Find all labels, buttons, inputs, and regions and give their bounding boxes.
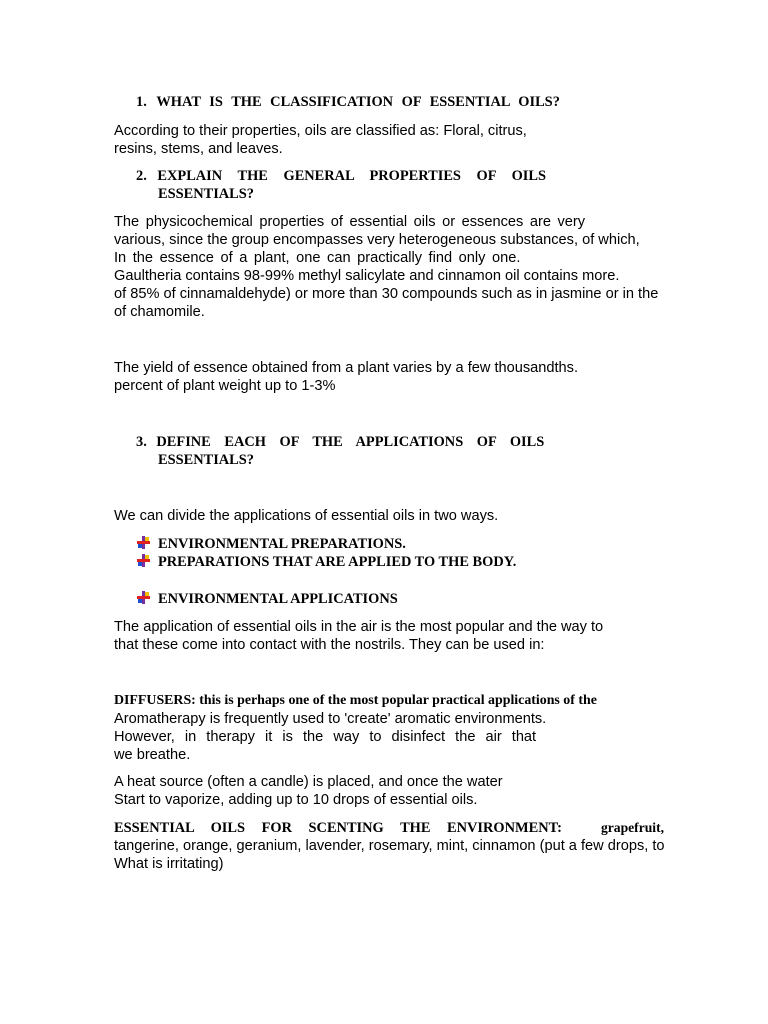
q2-para1-line-6: of chamomile. [114,304,205,320]
bullet-item-environmental-preparations: ENVIRONMENTAL PREPARATIONS. [158,536,406,552]
q3-intro: We can divide the applications of essential oils in two ways. [114,508,499,524]
diffusers-heading: DIFFUSERS: this is perhaps one of the most popular practical applications of the [114,693,597,708]
q1-heading-text: WHAT IS THE CLASSIFICATION OF ESSENTIAL OILS? [156,94,560,110]
diffusers-line-1: Aromatherapy is frequently used to 'create' aromatic environments. [114,711,547,727]
q2-para2-line-2: percent of plant weight up to 1-3% [114,378,336,394]
diffusers-line-2: However, in therapy it is the way to disinfect the air that [114,729,537,745]
q2-para1-line-2: various, since the group encompasses very heterogeneous substances, of which, [114,232,640,248]
diffusers-line-3: we breathe. [114,747,191,763]
heat-para-line-1: A heat source (often a candle) is placed, and once the water [114,774,503,790]
subheading-environmental-applications: ENVIRONMENTAL APPLICATIONS [158,591,398,607]
q3-heading-line-1: DEFINE EACH OF THE APPLICATIONS OF OILS [156,434,545,450]
scent-line-1: tangerine, orange, geranium, lavender, rosemary, mint, cinnamon (put a few drops, to [114,838,665,854]
scent-heading [114,819,664,837]
env-para-line-1: The application of essential oils in the air is the most popular and the way to [114,619,604,635]
q2-heading-line-1: EXPLAIN THE GENERAL PROPERTIES OF OILS [157,168,546,184]
q2-para1-line-4: Gaultheria contains 98-99% methyl salicylate and cinnamon oil contains more. [114,268,620,284]
q2-para1-line-5: of 85% of cinnamaldehyde) or more than 30 compounds such as in jasmine or in the [114,286,659,302]
multicolor-bullet-icon [137,536,150,549]
scent-line-2: What is irritating) [114,856,224,872]
q2-heading [136,167,546,185]
scent-heading-tail: grapefruit, [600,820,664,835]
env-para-line-2: that these come into contact with the nostrils. They can be used in: [114,637,545,653]
multicolor-bullet-icon [137,591,150,604]
q1-heading [136,93,570,111]
q2-para2-line-1: The yield of essence obtained from a plant varies by a few thousandths. [114,360,579,376]
q2-para1-line-1: The physicochemical properties of essential oils or essences are very [114,214,586,230]
heat-para-line-2: Start to vaporize, adding up to 10 drops of essential oils. [114,792,478,808]
q2-number: 2. [136,168,147,184]
q3-number: 3. [136,434,147,450]
q1-number: 1. [136,94,147,110]
q2-para1-line-3: In the essence of a plant, one can practically find only one. [114,250,521,266]
scent-heading-text: ESSENTIAL OILS FOR SCENTING THE ENVIRONMENT: [114,820,562,836]
q1-answer-line-2: resins, stems, and leaves. [114,141,283,157]
q2-heading-line-2: ESSENTIALS? [158,186,254,202]
q3-heading [136,433,545,451]
q1-answer-line-1: According to their properties, oils are classified as: Floral, citrus, [114,123,527,139]
bullet-item-body-preparations: PREPARATIONS THAT ARE APPLIED TO THE BODY. [158,554,517,570]
multicolor-bullet-icon [137,554,150,567]
q3-heading-line-2: ESSENTIALS? [158,452,254,468]
